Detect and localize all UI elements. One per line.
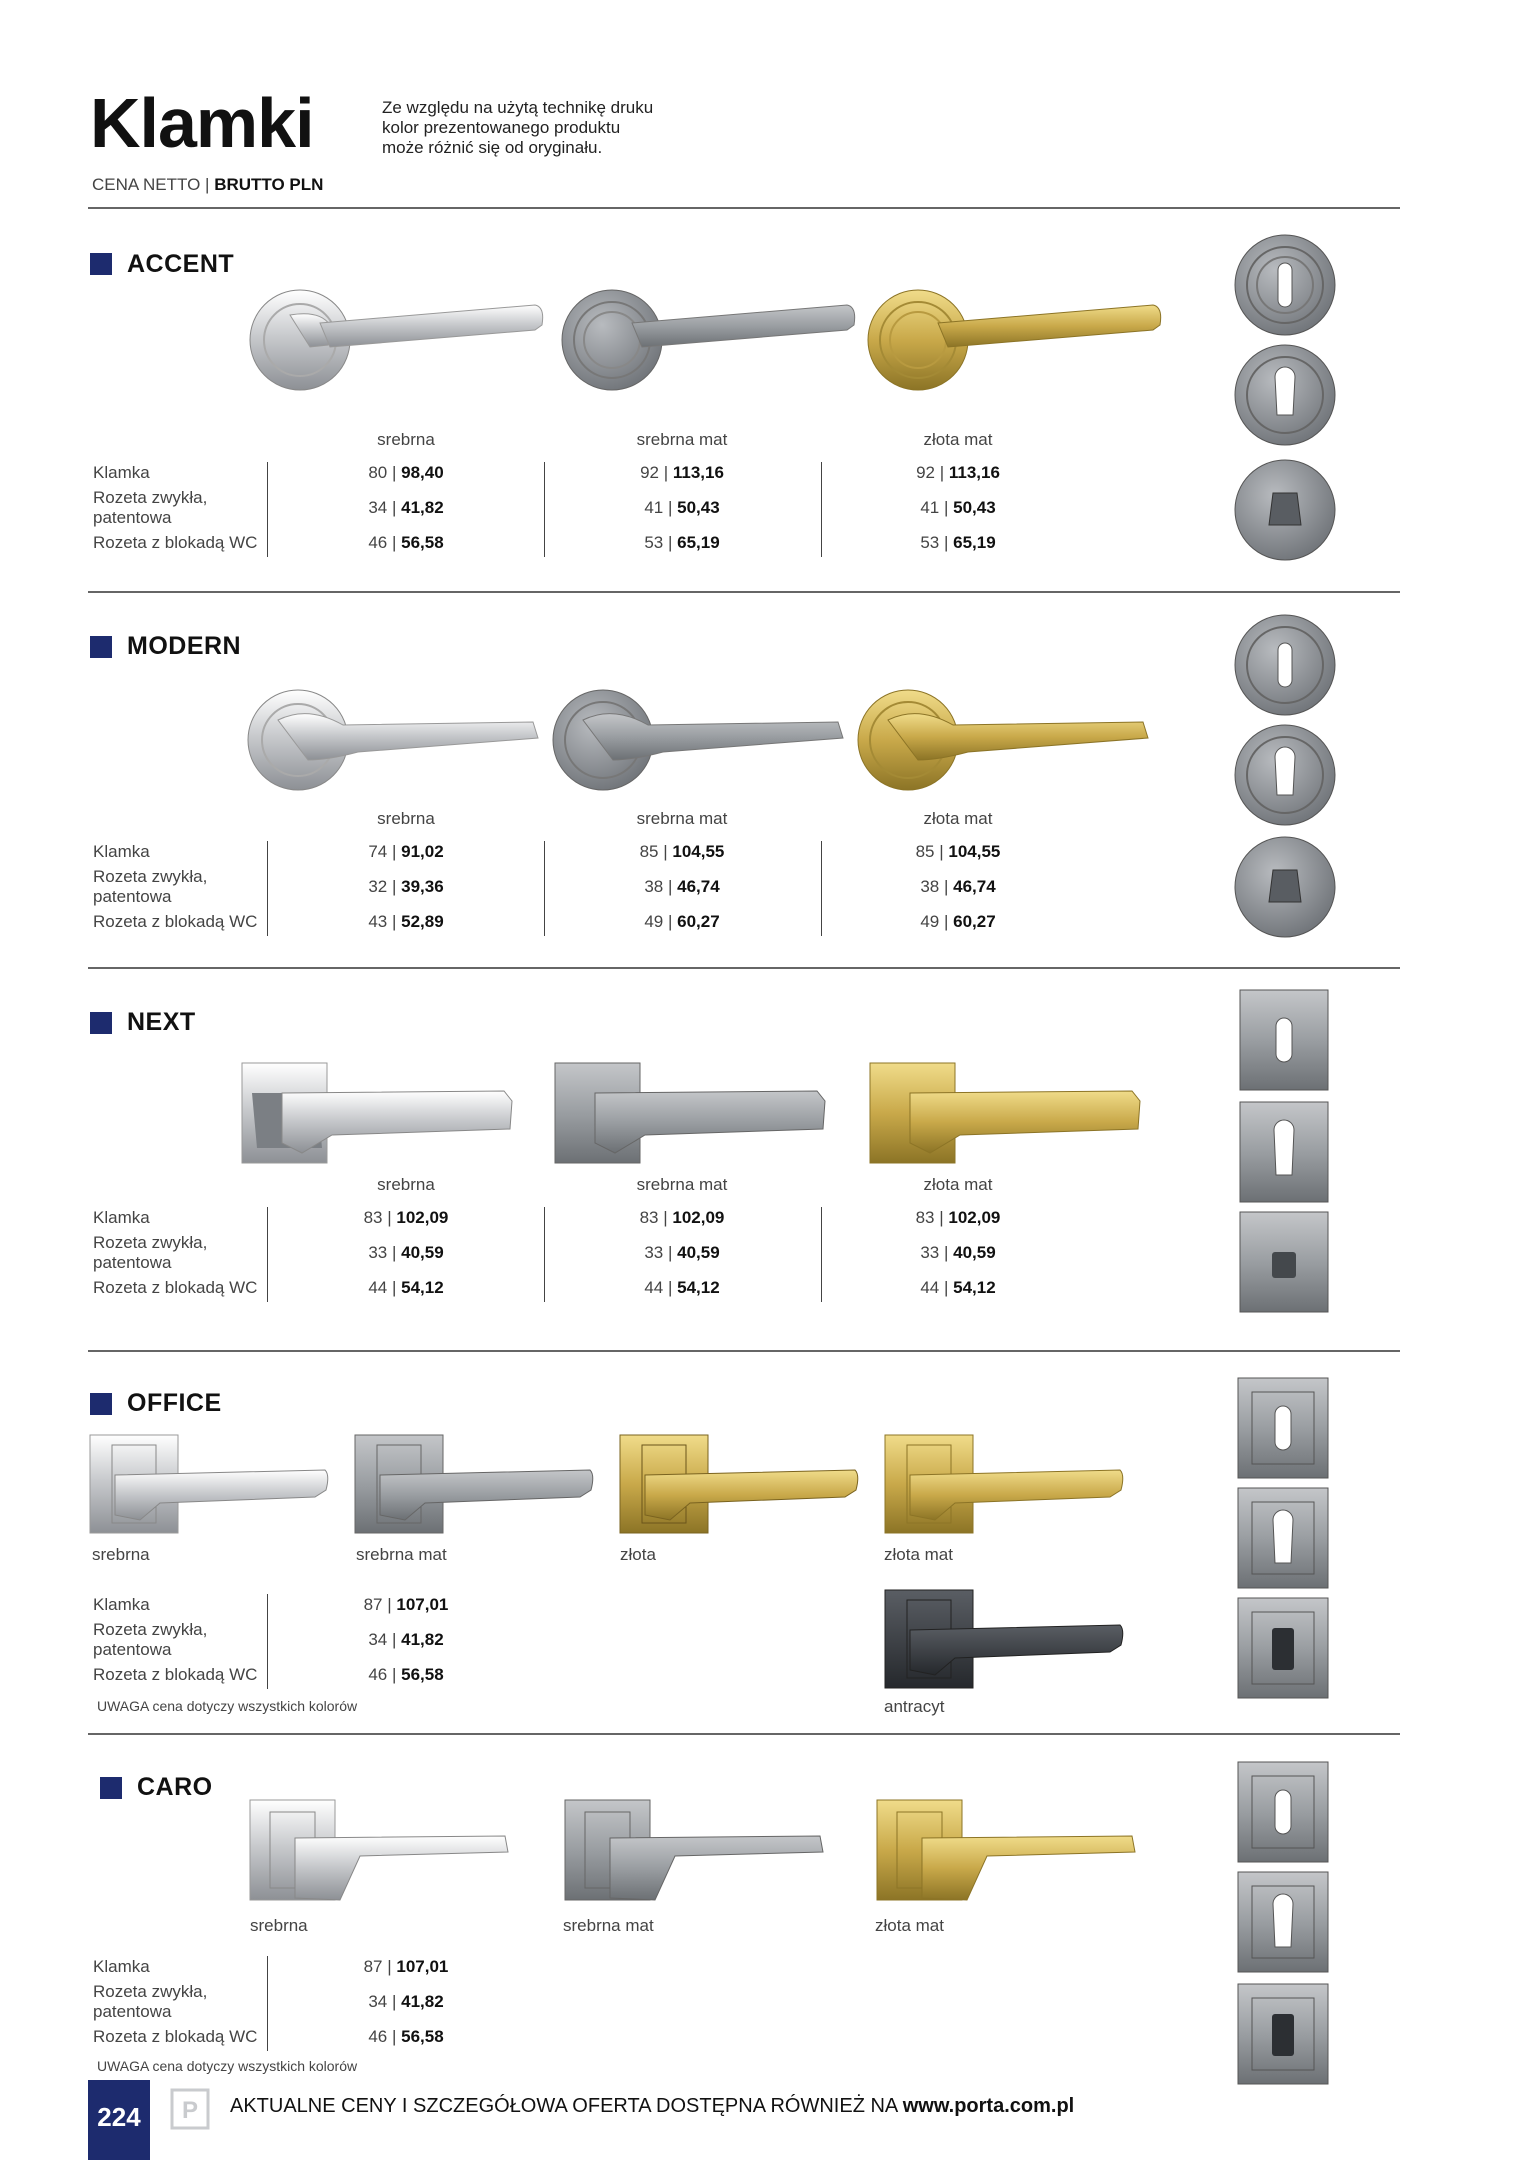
handle-accent-srebrna-mat bbox=[562, 285, 862, 395]
price-cell: 83 | 102,09 bbox=[915, 1208, 1001, 1227]
price-cell: 46 | 56,58 bbox=[368, 533, 444, 552]
table-divider bbox=[821, 841, 822, 936]
finish-label: złota mat bbox=[923, 1175, 993, 1194]
finish-label: antracyt bbox=[884, 1697, 945, 1716]
row-label-rozeta: Rozeta zwykła, patentowa bbox=[93, 488, 208, 527]
finish-label: srebrna mat bbox=[636, 430, 728, 449]
price-cell: 92 | 113,16 bbox=[916, 463, 1000, 482]
handle-next-srebrna-mat bbox=[555, 1063, 835, 1173]
rosette-wc-icon bbox=[1235, 460, 1335, 560]
rosette-cylinder-icon bbox=[1235, 725, 1335, 825]
finish-label: złota mat bbox=[923, 430, 993, 449]
price-cell: 33 | 40,59 bbox=[644, 1243, 720, 1262]
price-cell: 85 | 104,55 bbox=[639, 842, 725, 861]
finish-label: srebrna bbox=[92, 1545, 150, 1564]
section-title-next: NEXT bbox=[127, 1008, 196, 1036]
section-title-office: OFFICE bbox=[127, 1389, 222, 1417]
table-divider bbox=[544, 462, 545, 557]
table-divider bbox=[821, 462, 822, 557]
rosette-set-office bbox=[1238, 1378, 1330, 1703]
divider bbox=[88, 1350, 1400, 1352]
price-cell: 34 | 41,82 bbox=[368, 1992, 444, 2011]
finish-label: srebrna bbox=[250, 1916, 308, 1935]
price-cell: 44 | 54,12 bbox=[368, 1278, 444, 1297]
section-marker bbox=[90, 253, 112, 275]
price-cell: 83 | 102,09 bbox=[639, 1208, 725, 1227]
price-cell: 41 | 50,43 bbox=[920, 498, 996, 517]
section-marker bbox=[90, 636, 112, 658]
price-cell: 38 | 46,74 bbox=[920, 877, 996, 896]
section-title-modern: MODERN bbox=[127, 632, 242, 660]
price-cell: 44 | 54,12 bbox=[644, 1278, 720, 1297]
price-legend: CENA NETTO | BRUTTO PLN bbox=[92, 175, 324, 194]
price-cell: 34 | 41,82 bbox=[368, 1630, 444, 1649]
row-label-klamka: Klamka bbox=[93, 842, 150, 861]
table-divider bbox=[821, 1207, 822, 1302]
price-cell: 49 | 60,27 bbox=[920, 912, 996, 931]
table-divider bbox=[267, 1594, 268, 1689]
handle-office-zlota-mat bbox=[885, 1435, 1130, 1535]
price-cell: 87 | 107,01 bbox=[363, 1595, 449, 1614]
row-label-wc: Rozeta z blokadą WC bbox=[93, 912, 258, 931]
page-number-box bbox=[88, 2080, 150, 2160]
rosette-key-icon bbox=[1235, 235, 1335, 335]
handle-caro-zlota-mat bbox=[877, 1800, 1142, 1910]
svg-text:P: P bbox=[181, 2097, 199, 2124]
row-label-klamka: Klamka bbox=[93, 1208, 150, 1227]
rosette-set-caro bbox=[1238, 1762, 1330, 2087]
section-marker bbox=[100, 1777, 122, 1799]
finish-label: złota mat bbox=[884, 1545, 953, 1564]
handle-next-zlota-mat bbox=[870, 1063, 1150, 1173]
rosette-wc-icon bbox=[1235, 837, 1335, 937]
table-divider bbox=[544, 841, 545, 936]
price-cell: 44 | 54,12 bbox=[920, 1278, 996, 1297]
handle-accent-srebrna bbox=[250, 285, 550, 395]
finish-label: srebrna bbox=[377, 809, 435, 828]
row-label-wc: Rozeta z blokadą WC bbox=[93, 1665, 258, 1684]
finish-label: srebrna bbox=[377, 430, 435, 449]
section-marker bbox=[90, 1393, 112, 1415]
price-cell: 32 | 39,36 bbox=[368, 877, 444, 896]
price-cell: 92 | 113,16 bbox=[640, 463, 724, 482]
rosette-cylinder-icon bbox=[1240, 1102, 1328, 1202]
divider bbox=[88, 967, 1400, 969]
finish-label: srebrna bbox=[377, 1175, 435, 1194]
section-title-accent: ACCENT bbox=[127, 250, 235, 278]
row-label-wc: Rozeta z blokadą WC bbox=[93, 1278, 258, 1297]
table-divider bbox=[267, 462, 268, 557]
divider bbox=[88, 591, 1400, 593]
row-label-wc: Rozeta z blokadą WC bbox=[93, 533, 258, 552]
handle-next-srebrna bbox=[242, 1063, 522, 1173]
handle-office-srebrna-mat bbox=[355, 1435, 600, 1535]
table-divider bbox=[544, 1207, 545, 1302]
finish-label: srebrna mat bbox=[356, 1545, 447, 1564]
rosette-set-next bbox=[1240, 990, 1330, 1315]
price-cell: 33 | 40,59 bbox=[368, 1243, 444, 1262]
rosette-key-icon bbox=[1240, 990, 1328, 1090]
handle-caro-srebrna bbox=[250, 1800, 515, 1910]
handle-modern-zlota-mat bbox=[858, 690, 1158, 800]
rosette-cylinder-icon bbox=[1238, 1488, 1328, 1588]
rosette-set-modern bbox=[1235, 615, 1335, 945]
rosette-cylinder-icon bbox=[1235, 345, 1335, 445]
rosette-cylinder-icon bbox=[1238, 1872, 1328, 1972]
finish-label: złota bbox=[620, 1545, 656, 1564]
price-cell: 46 | 56,58 bbox=[368, 1665, 444, 1684]
handle-modern-srebrna bbox=[248, 690, 548, 800]
price-note: UWAGA cena dotyczy wszystkich kolorów bbox=[97, 1698, 358, 1714]
price-cell: 85 | 104,55 bbox=[915, 842, 1001, 861]
price-cell: 43 | 52,89 bbox=[368, 912, 444, 931]
price-cell: 80 | 98,40 bbox=[368, 463, 444, 482]
price-cell: 53 | 65,19 bbox=[920, 533, 996, 552]
page-number: 224 bbox=[97, 2102, 141, 2132]
divider bbox=[88, 1733, 1400, 1735]
table-divider bbox=[267, 1956, 268, 2051]
price-note: UWAGA cena dotyczy wszystkich kolorów bbox=[97, 2058, 358, 2074]
handle-modern-srebrna-mat bbox=[553, 690, 853, 800]
price-cell: 53 | 65,19 bbox=[644, 533, 720, 552]
price-cell: 83 | 102,09 bbox=[363, 1208, 449, 1227]
porta-logo-icon bbox=[170, 2088, 210, 2130]
row-label-klamka: Klamka bbox=[93, 1595, 150, 1614]
divider bbox=[88, 207, 1400, 209]
row-label-rozeta: Rozeta zwykła, patentowa bbox=[93, 867, 208, 906]
handle-caro-srebrna-mat bbox=[565, 1800, 830, 1910]
section-title-caro: CARO bbox=[137, 1773, 213, 1801]
page-title: Klamki bbox=[90, 84, 314, 162]
rosette-wc-icon bbox=[1240, 1212, 1328, 1312]
handle-office-antracyt bbox=[885, 1590, 1130, 1690]
price-cell: 49 | 60,27 bbox=[644, 912, 720, 931]
handle-accent-zlota-mat bbox=[868, 285, 1168, 395]
rosette-key-icon bbox=[1238, 1762, 1328, 1862]
row-label-rozeta: Rozeta zwykła, patentowa bbox=[93, 1233, 208, 1272]
row-label-klamka: Klamka bbox=[93, 463, 150, 482]
finish-label: srebrna mat bbox=[563, 1916, 654, 1935]
finish-label: złota mat bbox=[875, 1916, 944, 1935]
table-divider bbox=[267, 841, 268, 936]
table-divider bbox=[267, 1207, 268, 1302]
footer-text: AKTUALNE CENY I SZCZEGÓŁOWA OFERTA DOSTĘPNA RÓWNIEŻ NA www.porta.com.pl bbox=[230, 2095, 1075, 2117]
rosette-wc-icon bbox=[1238, 1598, 1328, 1698]
rosette-set-accent bbox=[1235, 235, 1335, 565]
section-marker bbox=[90, 1012, 112, 1034]
price-cell: 87 | 107,01 bbox=[363, 1957, 449, 1976]
price-cell: 33 | 40,59 bbox=[920, 1243, 996, 1262]
website-link[interactable]: www.porta.com.pl bbox=[902, 2095, 1075, 2117]
finish-label: srebrna mat bbox=[636, 1175, 728, 1194]
rosette-key-icon bbox=[1235, 615, 1335, 715]
handle-office-zlota bbox=[620, 1435, 865, 1535]
handle-office-srebrna bbox=[90, 1435, 335, 1535]
row-label-klamka: Klamka bbox=[93, 1957, 150, 1976]
row-label-rozeta: Rozeta zwykła, patentowa bbox=[93, 1620, 208, 1659]
price-cell: 38 | 46,74 bbox=[644, 877, 720, 896]
row-label-wc: Rozeta z blokadą WC bbox=[93, 2027, 258, 2046]
price-cell: 46 | 56,58 bbox=[368, 2027, 444, 2046]
print-color-note: Ze względu na użytą technikę druku kolor prezentowanego produktu może różnić się od oryginału. bbox=[382, 98, 654, 157]
rosette-key-icon bbox=[1238, 1378, 1328, 1478]
price-cell: 74 | 91,02 bbox=[368, 842, 444, 861]
rosette-wc-icon bbox=[1238, 1984, 1328, 2084]
row-label-rozeta: Rozeta zwykła, patentowa bbox=[93, 1982, 208, 2021]
price-cell: 34 | 41,82 bbox=[368, 498, 444, 517]
price-cell: 41 | 50,43 bbox=[644, 498, 720, 517]
finish-label: srebrna mat bbox=[636, 809, 728, 828]
finish-label: złota mat bbox=[923, 809, 993, 828]
